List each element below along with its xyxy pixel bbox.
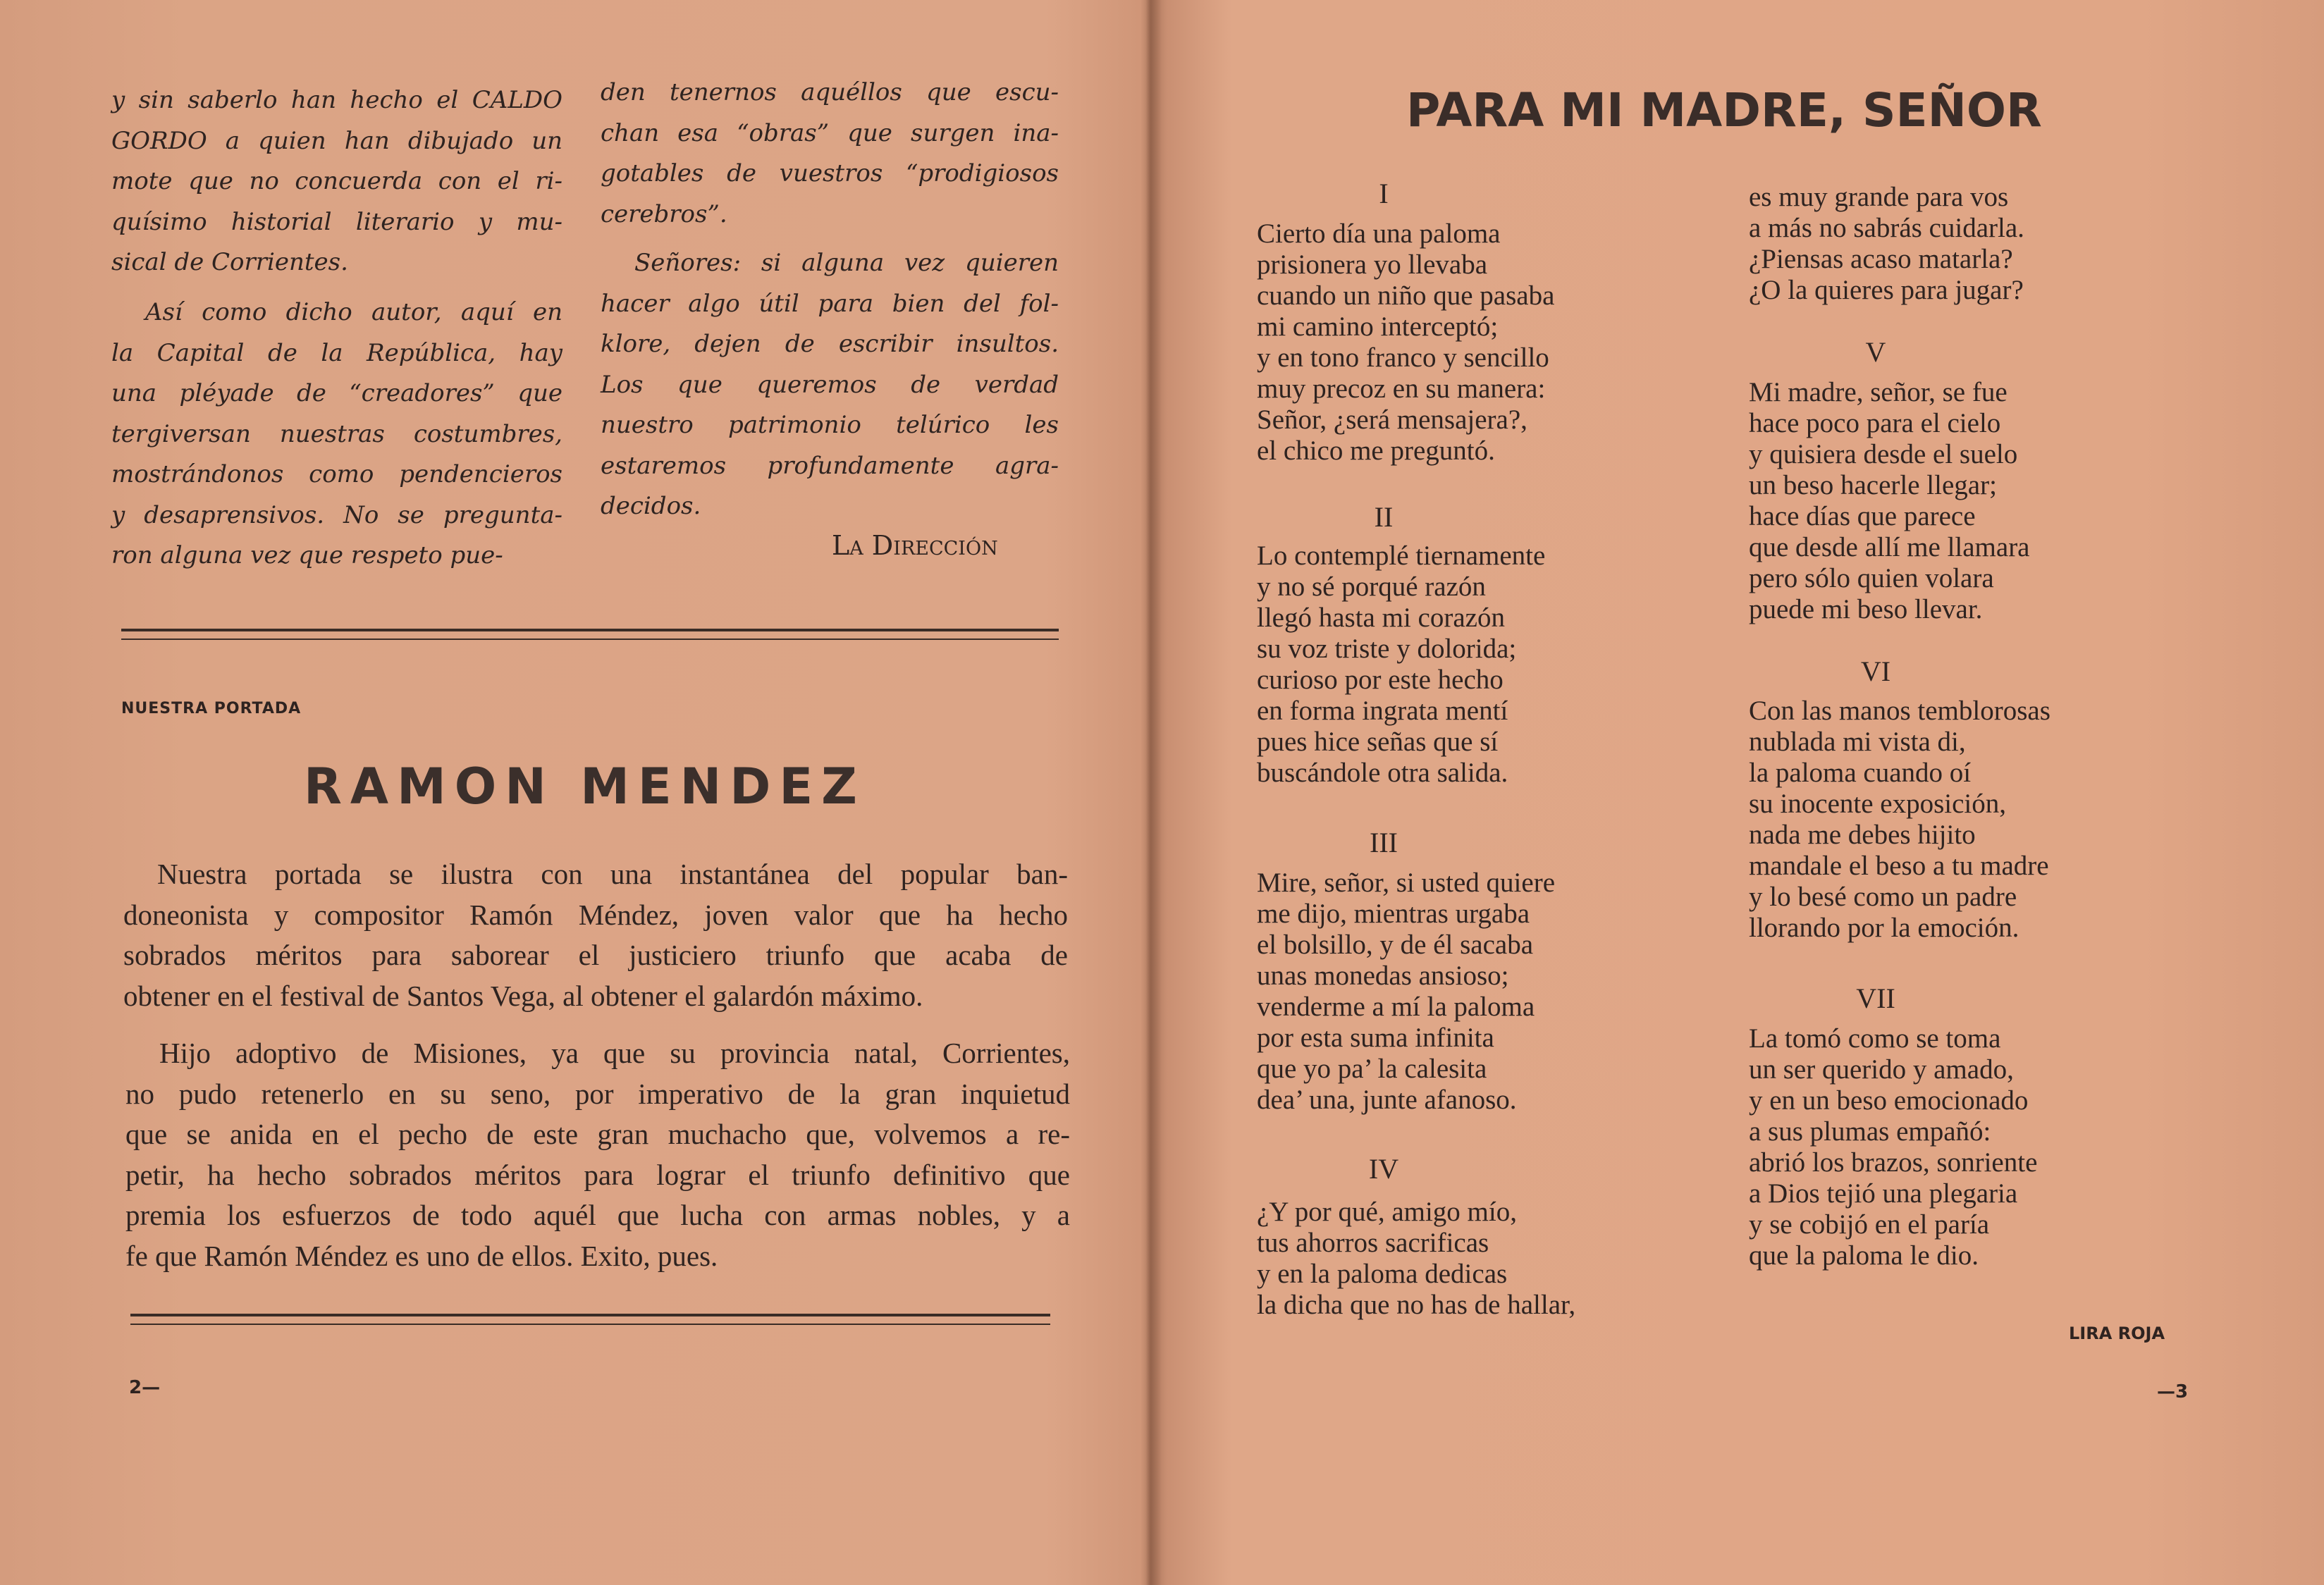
text-line: mote que no concuerda con el ri-	[111, 167, 562, 195]
poem-line: pues hice señas que sí	[1257, 727, 1499, 757]
poem-line: y en un beso emocionado	[1749, 1085, 2029, 1116]
text-line: quísimo historial literario y mu-	[111, 207, 562, 236]
poem-line: a sus plumas empañó:	[1749, 1116, 1991, 1147]
stanza-lines	[1749, 696, 2051, 944]
poem-line: a más no sabrás cuidarla.	[1749, 213, 2024, 243]
text-line: klore, dejen de escribir insultos.	[601, 330, 1059, 358]
poem-line: Cierto día una paloma	[1257, 218, 1501, 249]
poem-line: un beso hacerle llegar;	[1749, 470, 1997, 500]
text-line: obtener en el festival de Santos Vega, al obtener el galardón máximo.	[123, 979, 923, 1012]
poem-line: puede mi beso llevar.	[1749, 594, 1983, 624]
article-headline: RAMON MENDEZ	[304, 758, 866, 815]
poem-line: buscándole otra salida.	[1257, 758, 1508, 788]
poem-line: la paloma cuando oí	[1749, 758, 1972, 788]
stanza-numeral: III	[1370, 827, 1398, 858]
poem-line: su inocente exposición,	[1749, 789, 2006, 819]
stanza-lines	[1749, 377, 2030, 625]
poem-line: nada me debes hijito	[1749, 820, 1976, 850]
text-line: una pléyade de “creadores” que	[111, 379, 562, 407]
poem-line: y no sé porqué razón	[1257, 572, 1486, 602]
text-line: cerebros”.	[601, 199, 727, 228]
editorial-col2-p1	[601, 73, 1059, 235]
poem-line: y se cobijó en el paría	[1749, 1209, 1990, 1240]
poem-line: llegó hasta mi corazón	[1257, 603, 1505, 633]
stanza-numeral: IV	[1368, 1153, 1399, 1185]
poem-line: nublada mi vista di,	[1749, 727, 1966, 757]
poem-line: curioso por este hecho	[1257, 665, 1504, 695]
text-line: y sin saberlo han hecho el CALDO	[111, 86, 562, 114]
text-line: den tenernos aquéllos que escu-	[601, 78, 1059, 106]
page-number-right: —3	[2157, 1381, 2189, 1402]
poem-title: PARA MI MADRE, SEÑOR	[1406, 83, 2042, 137]
stanza-numeral: VII	[1856, 982, 1895, 1014]
poem-line: mandale el beso a tu madre	[1749, 851, 2049, 881]
text-line: no pudo retenerlo en su seno, por imperativo de la gran inquietud	[125, 1077, 1070, 1110]
stanza-lines	[1257, 541, 1545, 789]
text-line: y desaprensivos. No se pregunta-	[111, 500, 562, 529]
text-line: GORDO a quien han dibujado un	[111, 126, 562, 155]
poem-line: pero sólo quien volara	[1749, 563, 1994, 593]
poem-line: Con las manos temblorosas	[1749, 696, 2051, 726]
poem-line: y en la paloma dedicas	[1257, 1259, 1508, 1289]
page-number-left: 2—	[129, 1377, 161, 1398]
poem-line: abrió los brazos, sonriente	[1749, 1147, 2038, 1178]
poem-line: venderme a mí la paloma	[1257, 992, 1535, 1022]
text-line: fe que Ramón Méndez es uno de ellos. Exito, pues.	[125, 1239, 718, 1272]
poem-line: ¿O la quieres para jugar?	[1749, 275, 2024, 305]
text-line: petir, ha hecho sobrados méritos para lograr el triunfo definitivo que	[125, 1158, 1070, 1191]
book-spine	[1141, 0, 1162, 1585]
poem-line: es muy grande para vos	[1749, 182, 2009, 212]
text-line: ron alguna vez que respeto pue-	[111, 541, 503, 569]
poem-line: Mire, señor, si usted quiere	[1257, 868, 1556, 898]
text-line: tergiversan nuestras costumbres,	[111, 419, 562, 448]
poem-line: que yo pa’ la calesita	[1257, 1054, 1487, 1084]
poem-line: y lo besé como un padre	[1749, 882, 2017, 912]
poem-line: Señor, ¿será mensajera?,	[1257, 405, 1527, 435]
stanza-numeral: II	[1374, 501, 1394, 533]
stanza-numeral: VI	[1860, 655, 1891, 687]
poem-line: su voz triste y dolorida;	[1257, 634, 1517, 664]
poem-line: cuando un niño que pasaba	[1257, 280, 1555, 311]
poem-line: y en tono franco y sencillo	[1257, 343, 1549, 373]
poem-line: que desde allí me llamara	[1749, 532, 2030, 562]
text-line: premia los esfuerzos de todo aquél que lucha con armas nobles, y a	[125, 1199, 1070, 1231]
poem-line: el bolsillo, y de él sacaba	[1257, 930, 1534, 960]
poem-line: La tomó como se toma	[1749, 1023, 2001, 1054]
poem-credit: LIRA ROJA	[2069, 1324, 2165, 1343]
poem-line: y quisiera desde el suelo	[1749, 439, 2018, 469]
text-line: Hijo adoptivo de Misiones, ya que su provincia natal, Corrientes,	[159, 1037, 1070, 1069]
article-paragraph-2	[125, 1033, 1070, 1276]
double-rule	[130, 1314, 1050, 1325]
poem-line: ¿Piensas acaso matarla?	[1749, 244, 2013, 274]
poem-line: Lo contemplé tiernamente	[1257, 541, 1546, 571]
poem-line: dea’ una, junte afanoso.	[1257, 1085, 1517, 1115]
section-kicker: NUESTRA PORTADA	[121, 700, 302, 717]
text-line: chan esa “obras” que surgen ina-	[601, 118, 1059, 147]
article-paragraph-1	[123, 854, 1068, 1016]
poem-line: tus ahorros sacrificas	[1257, 1228, 1489, 1258]
poem-line: a Dios tejió una plegaria	[1749, 1178, 2018, 1209]
text-line: nuestro patrimonio telúrico les	[601, 411, 1059, 439]
text-line: Señores: si alguna vez quieren	[634, 249, 1059, 277]
stanza-lines	[1749, 182, 2024, 306]
poem-line: que la paloma le dio.	[1749, 1240, 1979, 1271]
double-rule	[121, 629, 1059, 640]
editorial-col1-p2	[111, 292, 562, 576]
text-line: gotables de vuestros “prodigiosos	[601, 159, 1059, 187]
poem-line: llorando por la emoción.	[1749, 913, 2019, 943]
stanza-lines	[1749, 1023, 2037, 1271]
poem-line: me dijo, mientras urgaba	[1257, 899, 1530, 929]
stanza-lines	[1257, 868, 1555, 1116]
poem-line: mi camino interceptó;	[1257, 312, 1499, 342]
text-line: mostrándonos como pendencieros	[111, 460, 562, 488]
stanza-lines	[1257, 1197, 1575, 1321]
editorial-col1-p1	[111, 80, 562, 283]
text-line: sobrados méritos para saborear el justiciero triunfo que acaba de	[123, 939, 1068, 971]
text-line: que se anida en el pecho de este gran muchacho que, volvemos a re-	[125, 1118, 1070, 1150]
poem-line: unas monedas ansioso;	[1257, 961, 1509, 991]
poem-line: el chico me preguntó.	[1257, 436, 1495, 466]
text-line: sical de Corrientes.	[111, 248, 348, 276]
text-line: decidos.	[601, 492, 701, 520]
poem-line: en forma ingrata mentí	[1257, 696, 1508, 726]
text-line: estaremos profundamente agra-	[601, 451, 1059, 480]
text-line: la Capital de la República, hay	[111, 338, 562, 367]
editorial-signature: La Dirección	[832, 530, 998, 561]
text-line: doneonista y compositor Ramón Méndez, joven valor que ha hecho	[123, 898, 1068, 931]
poem-line: ¿Y por qué, amigo mío,	[1257, 1197, 1517, 1227]
poem-line: prisionera yo llevaba	[1257, 249, 1488, 280]
poem-line: muy precoz en su manera:	[1257, 374, 1546, 404]
editorial-col2-p2	[601, 243, 1059, 527]
poem-line: un ser querido y amado,	[1749, 1054, 2014, 1085]
poem-line: por esta suma infinita	[1257, 1023, 1494, 1053]
poem-line: la dicha que no has de hallar,	[1257, 1290, 1576, 1320]
text-line: Los que queremos de verdad	[601, 370, 1059, 399]
stanza-numeral: V	[1865, 336, 1886, 368]
text-line: Así como dicho autor, aquí en	[145, 298, 562, 326]
stanza-numeral: I	[1379, 178, 1389, 209]
poem-line: hace poco para el cielo	[1749, 408, 2001, 438]
poem-line: Mi madre, señor, se fue	[1749, 377, 2008, 407]
text-line: Nuestra portada se ilustra con una instantánea del popular ban-	[157, 858, 1068, 890]
poem-line: hace días que parece	[1749, 501, 1976, 531]
stanza-lines	[1257, 218, 1554, 467]
text-line: hacer algo útil para bien del fol-	[601, 289, 1059, 318]
